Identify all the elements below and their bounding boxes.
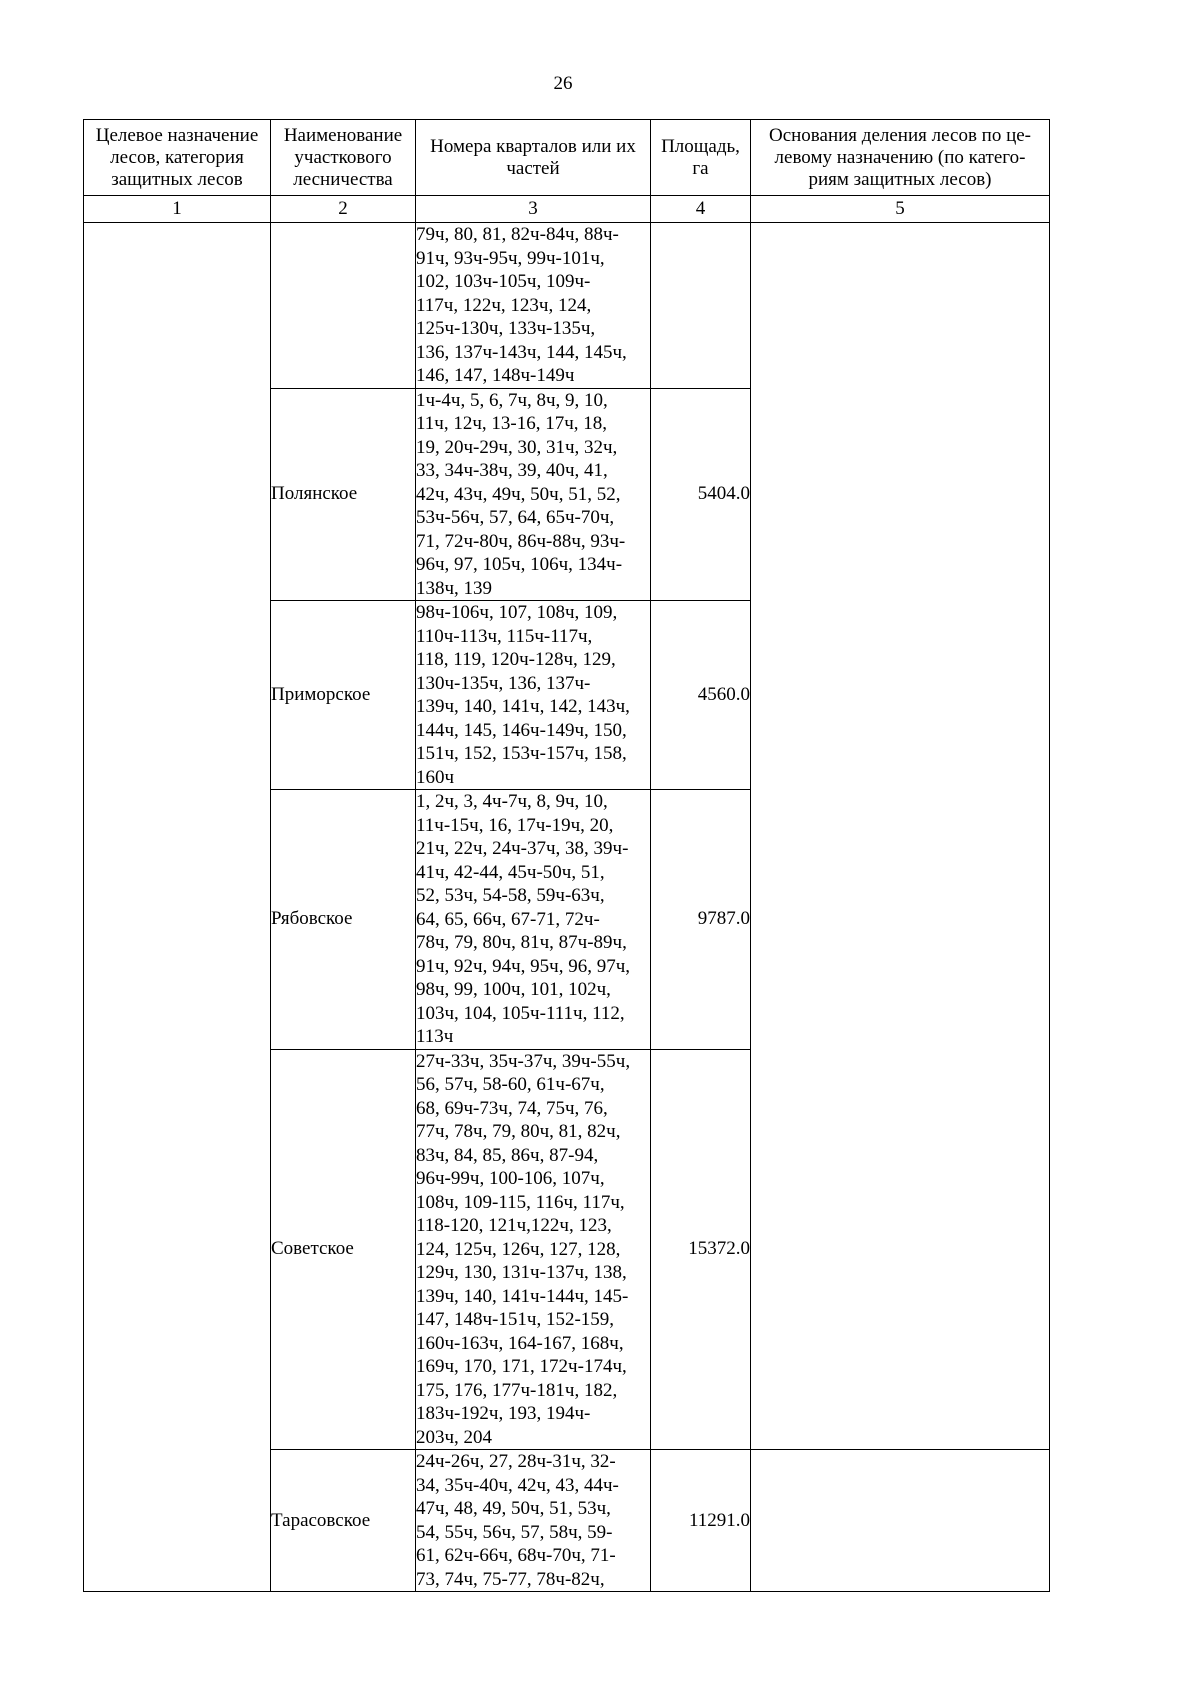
- column-number: 4: [651, 196, 751, 223]
- page-number: 26: [553, 73, 573, 94]
- forestry-name-cell: Приморское: [271, 601, 416, 790]
- basis-cell: [751, 1450, 1050, 1592]
- forestry-name-cell: [271, 223, 416, 389]
- column-number-row: [84, 196, 1050, 223]
- column-number: 1: [84, 196, 271, 223]
- header-forestry-name: Наименование участкового лесничества: [271, 120, 416, 196]
- area-cell: 11291.0: [651, 1450, 751, 1592]
- area-cell: 5404.0: [651, 388, 751, 601]
- table-row: [84, 223, 1050, 389]
- quarters-cell: 27ч-33ч, 35ч-37ч, 39ч-55ч, 56, 57ч, 58-60, 61ч-67ч, 68, 69ч-73ч, 74, 75ч, 76, 77ч, 78ч, 79, 80ч, 81, 82ч, 83ч, 84, 85, 86ч, 87-94, 96ч-99ч, 100-106, 107ч, 108ч, 109-115, 116ч, 117ч, 118-120, 121ч,122ч, 123, 124, 125ч, 126ч, 127, 128, 129ч, 130, 131ч-137ч, 138, 139ч, 140, 141ч-144ч, 145- 147, 148ч-151ч, 152-159, 160ч-163ч, 164-167, 168ч, 169ч, 170, 171, 172ч-174ч, 175, 176, 177ч-181ч, 182, 183ч-192ч, 193, 194ч- 203ч, 204: [416, 1049, 651, 1450]
- quarters-cell: 1, 2ч, 3, 4ч-7ч, 8, 9ч, 10, 11ч-15ч, 16, 17ч-19ч, 20, 21ч, 22ч, 24ч-37ч, 38, 39ч- 41ч, 42-44, 45ч-50ч, 51, 52, 53ч, 54-58, 59ч-63ч, 64, 65, 66ч, 67-71, 72ч- 78ч, 79, 80ч, 81ч, 87ч-89ч, 91ч, 92ч, 94ч, 95ч, 96, 97ч, 98ч, 99, 100ч, 101, 102ч, 103ч, 104, 105ч-111ч, 112, 113ч: [416, 790, 651, 1050]
- quarters-cell: 79ч, 80, 81, 82ч-84ч, 88ч- 91ч, 93ч-95ч, 99ч-101ч, 102, 103ч-105ч, 109ч- 117ч, 122ч, 123ч, 124, 125ч-130ч, 133ч-135ч, 136, 137ч-143ч, 144, 145ч, 146, 147, 148ч-149ч: [416, 223, 651, 389]
- area-cell: 15372.0: [651, 1049, 751, 1450]
- area-cell: 9787.0: [651, 790, 751, 1050]
- column-number: 2: [271, 196, 416, 223]
- forestry-name-cell: Тарасовское: [271, 1450, 416, 1592]
- header-basis: Основания деления лесов по це- левому назначению (по катего- риям защитных лесов): [751, 120, 1050, 196]
- column-number: 5: [751, 196, 1050, 223]
- quarters-cell: 1ч-4ч, 5, 6, 7ч, 8ч, 9, 10, 11ч, 12ч, 13-16, 17ч, 18, 19, 20ч-29ч, 30, 31ч, 32ч, 33, 34ч-38ч, 39, 40ч, 41, 42ч, 43ч, 49ч, 50ч, 51, 52, 53ч-56ч, 57, 64, 65ч-70ч, 71, 72ч-80ч, 86ч-88ч, 93ч- 96ч, 97, 105ч, 106ч, 134ч- 138ч, 139: [416, 388, 651, 601]
- header-area: Площадь, га: [651, 120, 751, 196]
- forest-division-table: [83, 119, 1050, 1592]
- forestry-name-cell: Советское: [271, 1049, 416, 1450]
- column-number: 3: [416, 196, 651, 223]
- area-cell: [651, 223, 751, 389]
- quarters-cell: 98ч-106ч, 107, 108ч, 109, 110ч-113ч, 115ч-117ч, 118, 119, 120ч-128ч, 129, 130ч-135ч, 136, 137ч- 139ч, 140, 141ч, 142, 143ч, 144ч, 145, 146ч-149ч, 150, 151ч, 152, 153ч-157ч, 158, 160ч: [416, 601, 651, 790]
- quarters-cell: 24ч-26ч, 27, 28ч-31ч, 32- 34, 35ч-40ч, 42ч, 43, 44ч- 47ч, 48, 49, 50ч, 51, 53ч, 54, 55ч, 56ч, 57, 58ч, 59- 61, 62ч-66ч, 68ч-70ч, 71- 73, 74ч, 75-77, 78ч-82ч,: [416, 1450, 651, 1592]
- purpose-cell: [84, 223, 271, 1592]
- area-cell: 4560.0: [651, 601, 751, 790]
- header-quarter-numbers: Номера кварталов или их частей: [416, 120, 651, 196]
- basis-cell: [751, 223, 1050, 1450]
- forestry-name-cell: Рябовское: [271, 790, 416, 1050]
- header-purpose: Целевое назначение лесов, категория защитных лесов: [84, 120, 271, 196]
- table-header-row: [84, 120, 1050, 196]
- forestry-name-cell: Полянское: [271, 388, 416, 601]
